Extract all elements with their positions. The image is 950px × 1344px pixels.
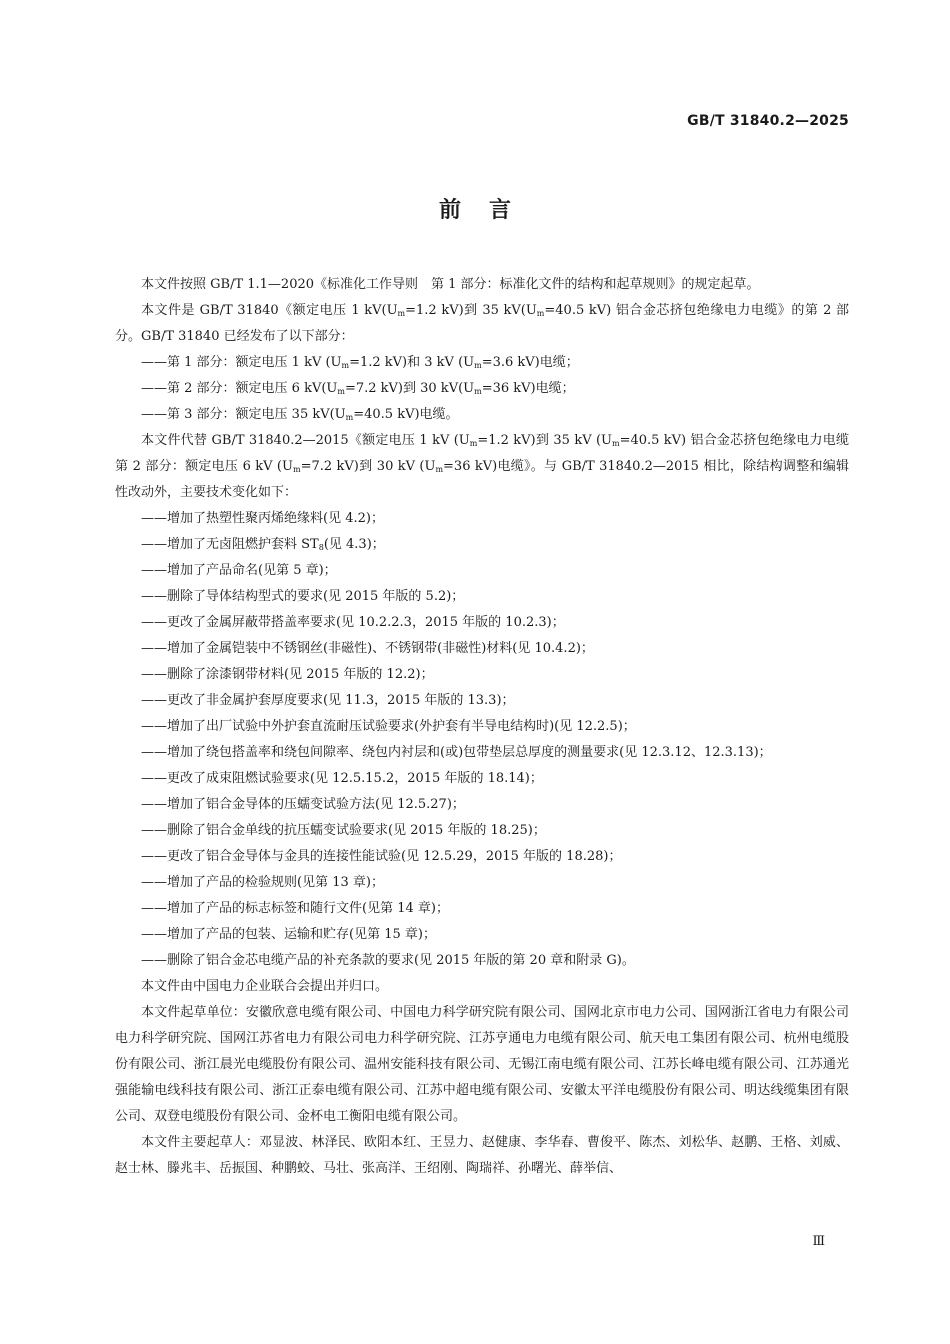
list-item: ——删除了涂漆钢带材料(见 2015 年版的 12.2)； <box>141 667 434 682</box>
list-item-part2: ——第 2 部分：额定电压 6 $kV(U_m=7.2$ kV)到 30 $kV(U_m=36$ kV)电缆； <box>141 381 575 396</box>
list-item: ——增加了产品的标志标签和随行文件(见第 14 章)； <box>141 901 449 916</box>
list-item: ——更改了金属屏蔽带搭盖率要求(见 10.2.2.3，2015 年版的 10.2.3)； <box>141 615 565 630</box>
list-item: ——更改了非金属护套厚度要求(见 11.3，2015 年版的 13.3)； <box>141 693 515 708</box>
page-number: Ⅲ <box>812 1234 825 1249</box>
list-item: ——增加了产品命名(见第 5 章)； <box>141 563 337 578</box>
list-item-part1: ——第 1 部分：额定电压 1 kV ($U_m=1.2$ kV)和 3 kV ($U_m=3.6$ kV)电缆； <box>141 355 579 370</box>
list-item: ——删除了铝合金芯电缆产品的补充条款的要求(见 2015 年版的第 20 章和附录 G)。 <box>141 953 635 968</box>
list-item: ——增加了铝合金导体的压蠕变试验方法(见 12.5.27)； <box>141 797 465 812</box>
paragraph-drafting-rules: 本文件按照 GB/T 1.1—2020《标准化工作导则 第 1 部分：标准化文件的结构和起草规则》的规定起草。 <box>141 277 760 292</box>
standard-number: GB/T 31840.2—2025 <box>687 113 849 129</box>
list-item: ——增加了绕包搭盖率和绕包间隙率、绕包内衬层和(或)包带垫层总厚度的测量要求(见 12.3.12、12.3.13)； <box>141 745 772 760</box>
list-item: ——增加了热塑性聚丙烯绝缘料(见 4.2)； <box>141 511 384 526</box>
list-item: ——增加了出厂试验中外护套直流耐压试验要求(外护套有半导电结构时)(见 12.2.5)； <box>141 719 636 734</box>
paragraph-drafters: 本文件主要起草人：邓显波、林泽民、欧阳本红、王昱力、赵健康、李华春、曹俊平、陈杰、刘松华、赵鹏、王格、刘威、赵士林、滕兆丰、岳振国、种鹏蛟、马壮、张高洋、王绍刚、陶瑞祥、孙曙光、薛举信、 <box>115 1135 849 1176</box>
list-item: ——删除了铝合金单线的抗压蠕变试验要求(见 2015 年版的 18.25)； <box>141 823 546 838</box>
document-body <box>115 272 863 1182</box>
list-item: ——更改了铝合金导体与金具的连接性能试验(见 12.5.29，2015 年版的 18.28)； <box>141 849 622 864</box>
paragraph-replaces: 本文件代替 GB/T 31840.2—2015《额定电压 1 kV ($U_m=1.2$ kV)到 35 kV ($U_m=40.5$ kV) 铝合金芯挤包绝缘电力电缆 第 2 部分：额定电压 6 kV ($U_m=7.2$ kV)到 30 kV ($U_m=36$ kV)电缆》。与 GB/T 31840.2—2015 相比，除结构调整和编辑性改动外，主要技术变化如下： <box>115 433 863 500</box>
paragraph-drafting-units: 本文件起草单位：安徽欣意电缆有限公司、中国电力科学研究院有限公司、国网北京市电力公司、国网浙江省电力有限公司电力科学研究院、国网江苏省电力有限公司电力科学研究院、江苏亨通电力电缆有限公司、航天电工集团有限公司、杭州电缆股份有限公司、浙江晨光电缆股份有限公司、温州安能科技有限公司、无锡江南电缆有限公司、江苏长峰电缆有限公司、江苏通光强能输电线科技有限公司、浙江正泰电缆有限公司、江苏中超电缆有限公司、安徽太平洋电缆股份有限公司、明达线缆集团有限公司、双登电缆股份有限公司、金杯电工衡阳电缆有限公司。 <box>115 1005 849 1124</box>
list-item: ——删除了导体结构型式的要求(见 2015 年版的 5.2)； <box>141 589 465 604</box>
list-item: ——增加了金属铠装中不锈钢丝(非磁性)、不锈钢带(非磁性)材料(见 10.4.2)； <box>141 641 594 656</box>
list-item: ——增加了产品的检验规则(见第 13 章)； <box>141 875 384 890</box>
list-item-st8: ——增加了无卤阻燃护套料 $ST_8$(见 4.3)； <box>141 537 385 552</box>
paragraph-series-intro: 本文件是 GB/T 31840《额定电压 1 $kV(U_m=1.2$ kV)到 35 $kV(U_m=40.5$ kV) 铝合金芯挤包绝缘电力电缆》的第 2 部分。GB/T 31840 已经发布了以下部分： <box>115 303 849 344</box>
paragraph-proposer: 本文件由中国电力企业联合会提出并归口。 <box>141 979 389 994</box>
list-item-part3: ——第 3 部分：额定电压 35 $kV(U_m=40.5$ kV)电缆。 <box>141 407 459 422</box>
list-item: ——更改了成束阻燃试验要求(见 12.5.15.2，2015 年版的 18.14)； <box>141 771 543 786</box>
page-title: 前言 <box>438 198 539 223</box>
list-item: ——增加了产品的包装、运输和贮存(见第 15 章)； <box>141 927 436 942</box>
